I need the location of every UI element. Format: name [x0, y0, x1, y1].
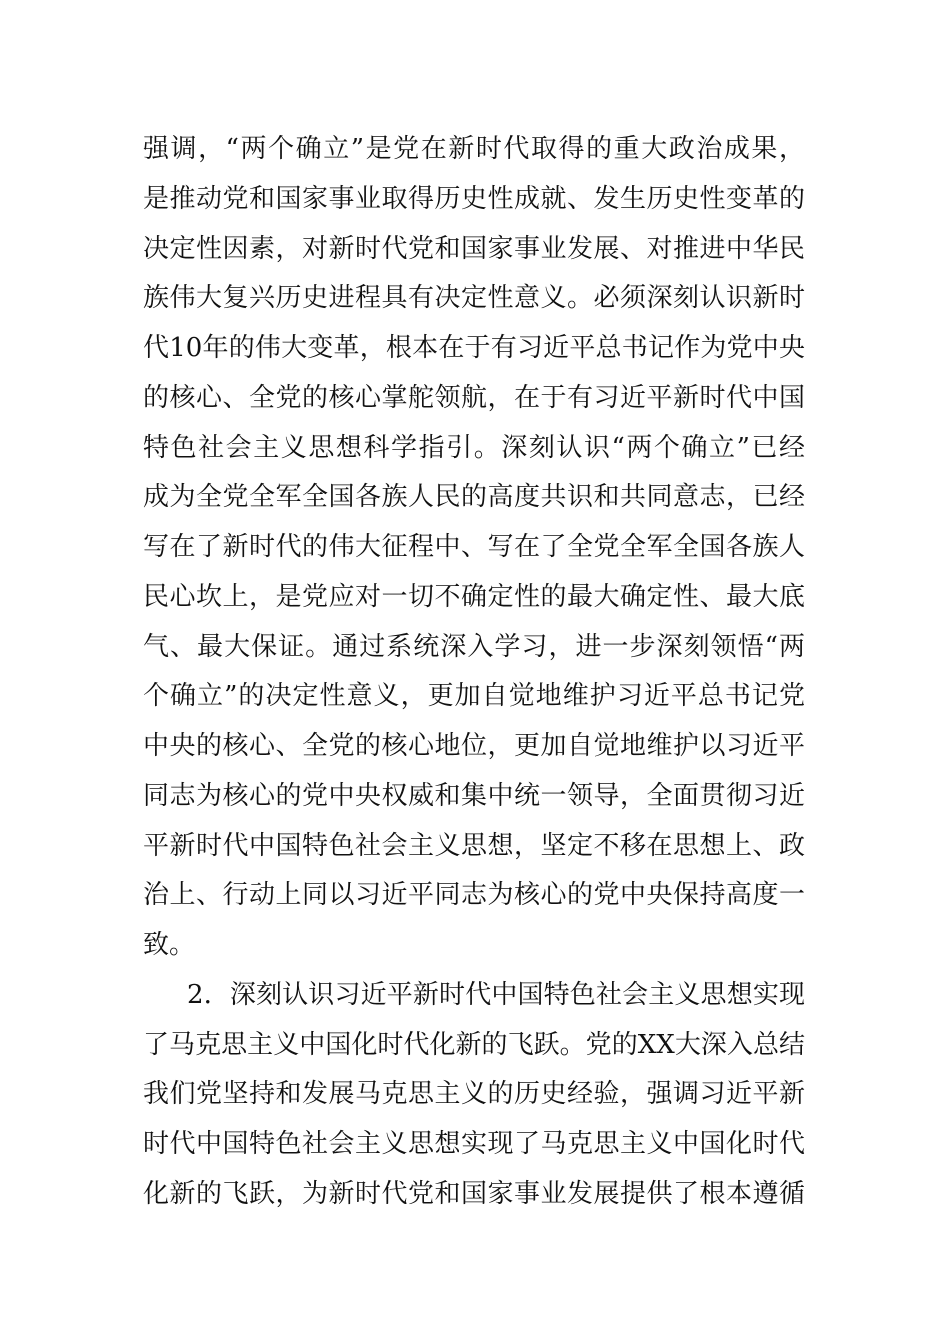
text-line: 特色社会主义思想科学指引。深刻认识“两个确立”已经 — [143, 432, 805, 463]
text-line: 强调，“两个确立”是党在新时代取得的重大政治成果， — [143, 134, 805, 164]
text-line: 了马克思主义中国化时代化新的飞跃。党的XX大深入总结 — [143, 1029, 805, 1060]
text-line: 我们党坚持和发展马克思主义的历史经验，强调习近平新 — [143, 1079, 805, 1110]
text-line: 的核心、全党的核心掌舵领航，在于有习近平新时代中国 — [143, 382, 805, 413]
text-line: 2．深刻认识习近平新时代中国特色社会主义思想实现 — [187, 979, 805, 1010]
text-line: 成为全党全军全国各族人民的高度共识和共同意志，已经 — [143, 482, 805, 513]
text-line: 决定性因素，对新时代党和国家事业发展、对推进中华民 — [143, 233, 805, 264]
text-line: 化新的飞跃，为新时代党和国家事业发展提供了根本遵循 — [143, 1178, 805, 1209]
document-page — [143, 125, 805, 1220]
text-line: 平新时代中国特色社会主义思想，坚定不移在思想上、政 — [143, 830, 805, 861]
paragraph-1 — [143, 125, 805, 971]
text-line: 写在了新时代的伟大征程中、写在了全党全军全国各族人 — [143, 532, 805, 562]
text-line: 族伟大复兴历史进程具有决定性意义。必须深刻认识新时 — [143, 283, 805, 314]
text-line: 时代中国特色社会主义思想实现了马克思主义中国化时代 — [143, 1129, 805, 1159]
text-line: 致。 — [143, 930, 196, 960]
text-line: 民心坎上，是党应对一切不确定性的最大确定性、最大底 — [143, 581, 805, 612]
text-line: 治上、行动上同以习近平同志为核心的党中央保持高度一 — [143, 880, 805, 911]
text-line: 中央的核心、全党的核心地位，更加自觉地维护以习近平 — [143, 731, 805, 761]
text-line: 是推动党和国家事业取得历史性成就、发生历史性变革的 — [143, 183, 805, 214]
text-line: 个确立”的决定性意义，更加自觉地维护习近平总书记党 — [143, 681, 805, 712]
text-line: 代10年的伟大变革，根本在于有习近平总书记作为党中央 — [143, 333, 805, 363]
text-line: 同志为核心的党中央权威和集中统一领导，全面贯彻习近 — [143, 780, 805, 811]
paragraph-2 — [143, 971, 805, 1220]
text-line: 气、最大保证。通过系统深入学习，进一步深刻领悟“两 — [143, 631, 805, 662]
